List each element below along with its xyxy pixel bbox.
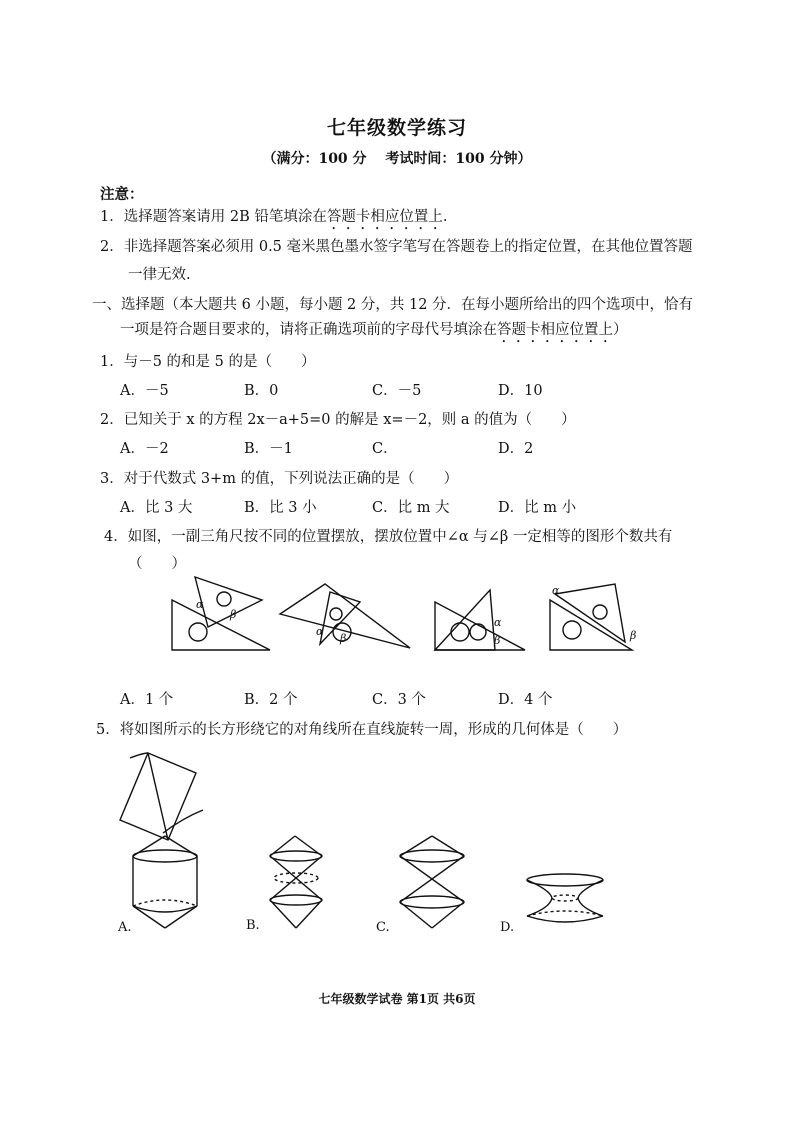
question-2-option-b: B．－1 [244, 441, 293, 457]
question-3-option-c: C．比 m 大 [372, 500, 450, 516]
alpha-label-2: α [316, 625, 324, 638]
question-3-option-b: B．比 3 小 [244, 500, 317, 516]
question-5-option-a: A. [118, 920, 132, 935]
note-1 [100, 205, 447, 233]
question-1-option-d: D．10 [498, 383, 543, 399]
question-1-stem: 1．与－5 的和是 5 的是（ ） [100, 354, 316, 370]
section1-line2-text: 一项是符合题目要求的，请将正确选项前的字母代号填涂在 [120, 322, 497, 338]
note-1-number: 1． [100, 209, 124, 225]
page-title: 七年级数学练习 [326, 117, 467, 139]
section1-header: 一、选择题（本大题共 6 小题，每小题 2 分，共 12 分．在每小题所给出的四个选项中，恰有 [92, 297, 694, 313]
question-5-option-b: B. [246, 918, 260, 933]
question-4-option-b: B．2 个 [244, 692, 298, 708]
note-2-number: 2． [100, 239, 124, 255]
note-2-line2: 一律无效. [128, 267, 191, 283]
question-5-option-c: C. [376, 920, 390, 935]
section1-emphasis: 答题卡相应位置上 [497, 322, 613, 338]
section1-line2-end: ） [613, 322, 628, 338]
question-2-option-d: D．2 [498, 441, 534, 457]
beta-label-3: β [494, 634, 501, 647]
question-5-stem: 5．将如图所示的长方形绕它的对角线所在直线旋转一周，形成的几何体是（ ） [96, 722, 628, 738]
solid-option-a [133, 836, 197, 928]
solid-option-c [400, 836, 464, 928]
question-3-stem: 3．对于代数式 3+m 的值，下列说法正确的是（ ） [100, 471, 459, 487]
question-1-option-c: C．－5 [372, 383, 422, 399]
alpha-label-3: α [494, 616, 502, 629]
question-4-option-a: A．1 个 [120, 692, 174, 708]
notes-heading: 注意： [100, 186, 144, 203]
triangle-figure-1 [172, 577, 270, 650]
beta-label-1: β [230, 608, 237, 621]
question-3-option-a: A．比 3 大 [120, 500, 193, 516]
question-4-option-d: D．4 个 [498, 692, 553, 708]
note-1-end: . [442, 209, 448, 225]
solid-option-d [527, 874, 603, 922]
question-1-option-b: B．0 [244, 383, 279, 399]
question-5-option-d: D. [500, 920, 515, 935]
triangle-figure-4 [550, 584, 636, 650]
question-4-figures [160, 572, 640, 672]
triangle-figure-2 [280, 584, 410, 648]
question-2-option-c: C． [372, 441, 398, 457]
question-3-option-d: D．比 m 小 [498, 500, 577, 516]
triangle-figure-3 [435, 590, 525, 650]
question-4-stem-paren: （ ） [128, 556, 186, 572]
solid-option-b [270, 836, 322, 928]
note-2-line1: 非选择题答案必须用 0.5 毫米黑色墨水签字笔写在答题卷上的指定位置，在其他位置答题 [123, 239, 693, 255]
note-1-text: 选择题答案请用 2B 铅笔填涂在 [123, 209, 327, 225]
question-2-option-a: A．－2 [120, 441, 169, 457]
question-2-stem: 2．已知关于 x 的方程 2x－a+5=0 的解是 x=－2，则 a 的值为（ ） [100, 412, 576, 428]
note-2 [100, 235, 693, 256]
solids-figures [110, 828, 620, 943]
alpha-label-1: α [196, 598, 204, 611]
exam-info: （满分：100 分 考试时间：100 分钟） [262, 151, 532, 167]
beta-label-4: β [630, 629, 637, 642]
page-footer: 七年级数学试卷 第1页 共6页 [318, 992, 476, 1006]
question-4-stem: 4．如图，一副三角尺按不同的位置摆放，摆放位置中∠α 与∠β 一定相等的图形个数共有 [104, 529, 673, 545]
question-4-option-c: C．3 个 [372, 692, 426, 708]
question-1-option-a: A．－5 [120, 383, 169, 399]
beta-label-2: β [340, 632, 347, 645]
alpha-label-4: α [552, 584, 560, 597]
note-1-emphasis: 答题卡相应位置上 [326, 209, 443, 225]
section1-header-line2 [120, 318, 628, 346]
